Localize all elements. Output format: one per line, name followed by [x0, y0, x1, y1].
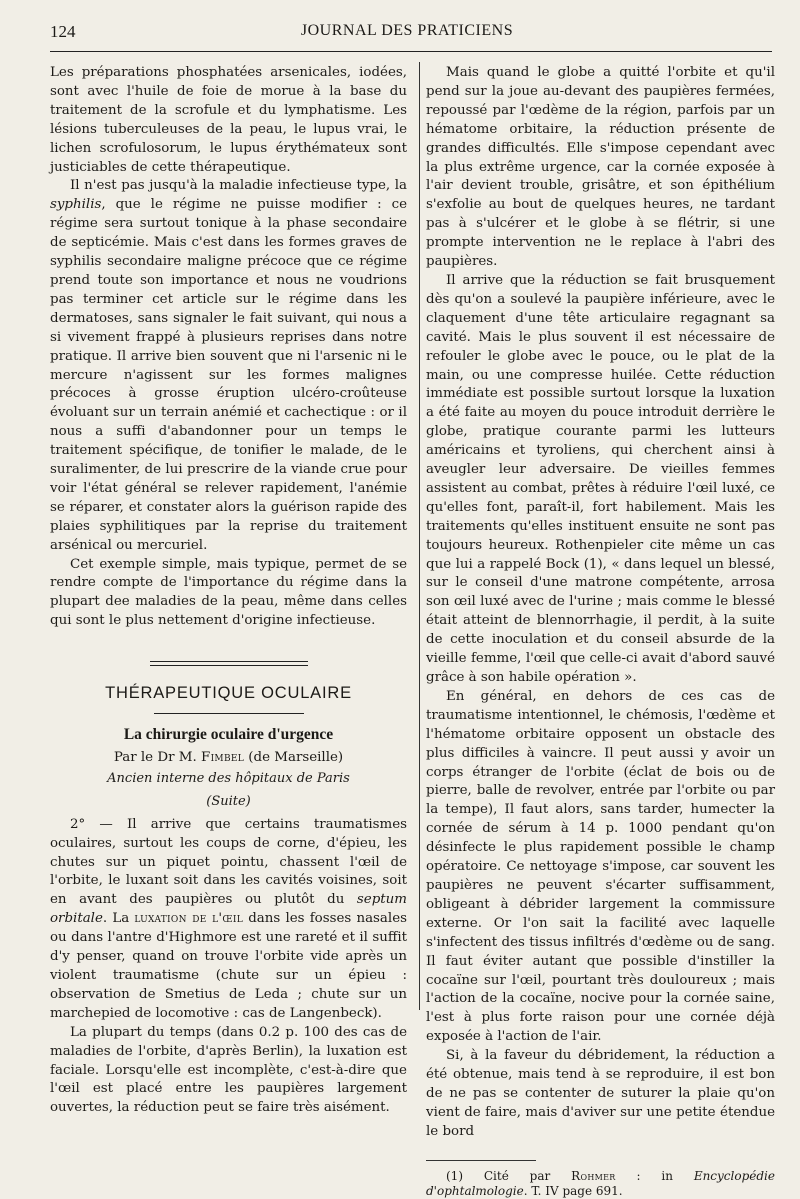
paragraph-syphilis: Il n'est pas jusqu'à la maladie infectieuse type, la syphilis, que le régime ne puisse modifier : ce régime sera surtout tonique à la phase secondaire de septicémie. Mais c'est dans les formes graves de syphilis secondaire maligne précoce que ce régime prend toute son importance et nous ne voudrions pas terminer cet article sur le régime dans les dermatoses, sans signaler le fait suivant, qui nous a si vivement frappé à plusieurs reprises dans notre pratique. Il arrive bien souvent que ni l'arsenic ni le mercure n'agissent sur les formes malignes précoces à grosse éruption ulcéro-croûteuse évoluant sur un terrain anémié et cachectique : or il nous a suffi d'abandonner pour un temps le traitement spécifique, de tonifier le malade, de le suralimenter, de lui prescrire de la viande crue pour voir l'état général se relever rapidement, l'anémie se réparer, et constater alors la guérison rapide des plaies syphilitiques par la reprise du traitement arsénical ou mercuriel.: [50, 178, 407, 553]
paragraph-luxation: 2° — Il arrive que certains traumatismes oculaires, surtout les coups de corne, d'épieu, les chutes sur un piquet pointu, chassent l'œil de l'orbite, le luxant soit dans les cavités voisines, soit en avant des paupières ou plutôt du septum orbitale. La luxation de l'œil dans les fosses nasales ou dans l'antre d'Highmore est une rareté et il suffit d'y penser, quand on trouve l'orbite vide après un violent traumatisme (chute sur un épieu : observation de Smetius de Leda ; chute sur un marchepied de locomotive : cas de Langenbeck).: [50, 816, 407, 1021]
syphilis-term: syphilis: [50, 197, 102, 213]
section-title: THÉRAPEUTIQUE OCULAIRE: [105, 684, 352, 703]
header-rule: [50, 51, 772, 52]
author-affiliation: Ancien interne des hôpitaux de Paris: [107, 770, 350, 786]
column-divider: [419, 62, 420, 1010]
paragraph-frequency: La plupart du temps (dans 0.2 p. 100 des cas de maladies de l'orbite, d'après Berlin), la luxation est faciale. Lorsqu'elle est incomplète, c'est-à-dire que l'œil est placé entre les paupières largement ouvertes, la réduction peut se faire très aisément.: [50, 1024, 407, 1116]
paragraph-conclusion: Cet exemple simple, mais typique, permet de se rendre compte de l'importance du régime dans la plupart dee maladies de la peau, même dans celles qui sont le plus nettement d'origine infectieuse.: [50, 556, 407, 629]
left-column: [50, 64, 407, 1118]
paragraph-obstacles: En général, en dehors de ces cas de traumatisme intentionnel, le chémosis, l'œdème et l'hématome orbitaire opposent un obstacle des plus difficiles à vaincre. Il peut aussi y avoir un corps étranger de l'orbite (éclat de bois ou de pierre, balle de revolver, entrée par l'orbite ou par la tempe), Il faut alors, sans tarder, humecter la cornée de sérum à 14 p. 1000 pendant qu'on désinfecte le plus rapidement possible le champ opératoire. Ce nettoyage s'impose, car souvent les paupières ne peuvent s'écarter suffisamment, obligeant à débrider largement la commissure externe. Or l'on sait la facilité avec laquelle s'infectent des tissus infiltrés d'œdème ou de sang. Il faut éviter autant que possible d'instiller la cocaïne sur l'œil, pourtant très douloureux ; mais l'action de la cocaïne, nocive pour la cornée saine, l'est à plus forte raison pour une cornée déjà exposée à l'action de l'air.: [426, 688, 775, 1045]
paragraph-phosphates: Les préparations phosphatées arsenicales, iodées, sont avec l'huile de foie de morue à la base du traitement de la scrofule et du lymphatisme. Les lésions tuberculeuses de la peau, le lupus vrai, le lichen scrofulosorum, le lupus érythémateux sont justiciables de cette thérapeutique.: [50, 65, 407, 175]
paragraph-debridement: Si, à la faveur du débridement, la réduction a été obtenue, mais tend à se reproduire, il est bon de ne pas se contenter de suturer la plaie qu'on vient de faire, mais d'aviver sur une petite étendue le bord: [426, 1048, 775, 1139]
page-number: 124: [50, 22, 76, 41]
paragraph-reduction-difficulty: Mais quand le globe a quitté l'orbite et qu'il pend sur la joue au-devant des paupières fermées, repoussé par l'œdème de la région, parfois par un hématome orbitaire, la réduction présente de grandes difficultés. Elle s'impose cependant avec la plus extrême urgence, car la cornée exposée à l'air devient trouble, grisâtre, et son épithélium s'exfolie au bout de quelques heures, ne tardant pas à s'ulcérer et le globe à se flétrir, si une prompte intervention ne le replace à l'abri des paupières.: [426, 65, 775, 270]
journal-title: JOURNAL DES PRATICIENS: [300, 22, 514, 39]
continued-label: (Suite): [206, 793, 251, 809]
footnote: (1) Cité par Rohmer : in Encyclopédie d'ophtalmologie. T. IV page 691.: [426, 1168, 775, 1198]
right-column: [426, 64, 775, 1199]
section-title-rule: [154, 713, 304, 714]
author-name: Fimbel: [200, 750, 245, 765]
page-header: [50, 22, 764, 44]
section-divider: [150, 661, 308, 666]
article-title: La chirurgie oculaire d'urgence: [123, 726, 334, 744]
footnote-rule: [426, 1160, 536, 1161]
paragraph-reduction-methods: Il arrive que la réduction se fait brusquement dès qu'on a soulevé la paupière inférieure, avec le claquement d'une tête articulaire regagnant sa cavité. Mais le plus souvent il est nécessaire de refouler le globe avec le pouce, ou le plat de la main, ou une compresse huilée. Cette réduction immédiate est possible surtout lorsque la luxation a été faite au moyen du pouce introduit derrière le globe, pratique courante parmi les lutteurs américains et tyroliens, qui cherchent ainsi à aveugler leur adversaire. De vieilles femmes assistent au combat, prêtes à réduire l'œil luxé, ce qu'elles font, paraît-il, fort habilement. Mais les traitements qu'elles instituent ensuite ne sont pas toujours heureux. Rothenpieler cite même un cas que lui a rappelé Bock (1), « dans lequel un blessé, sur le conseil d'une matrone compétente, arrosa son œil luxé avec de l'urine ; mais comme le blessé était atteint de blennorrhagie, il perdit, à la suite de cette inoculation et du conseil absurde de la vieille femme, l'œil que celle-ci avait d'abord sauvé grâce à son habile opération ».: [426, 272, 775, 685]
article-byline: Par le Dr M. Fimbel (de Marseille): [113, 750, 344, 765]
